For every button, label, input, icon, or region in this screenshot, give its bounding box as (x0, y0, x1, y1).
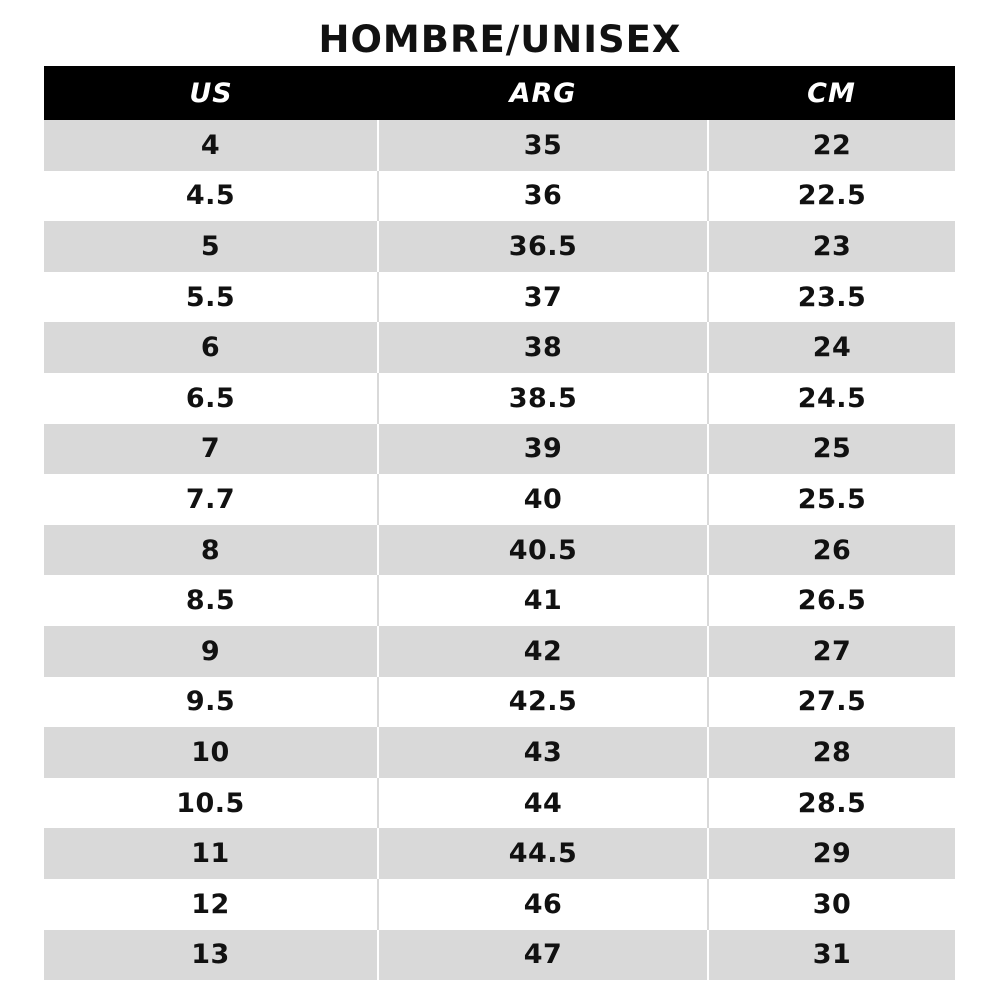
cell-arg: 46 (378, 879, 708, 930)
column-header-us: US (44, 66, 378, 120)
table-row (44, 322, 955, 373)
cell-arg: 47 (378, 930, 708, 981)
cell-us: 6 (44, 322, 378, 373)
table-row (44, 171, 955, 222)
cell-us: 4.5 (44, 171, 378, 222)
cell-us: 10.5 (44, 778, 378, 829)
cell-us: 5.5 (44, 272, 378, 323)
cell-cm: 25 (708, 424, 955, 475)
cell-us: 12 (44, 879, 378, 930)
cell-cm: 29 (708, 828, 955, 879)
cell-cm: 25.5 (708, 474, 955, 525)
cell-arg: 36 (378, 171, 708, 222)
cell-us: 9.5 (44, 677, 378, 728)
table-row (44, 828, 955, 879)
table-row (44, 626, 955, 677)
table-row (44, 778, 955, 829)
table-row (44, 879, 955, 930)
cell-cm: 26 (708, 525, 955, 576)
table-row (44, 221, 955, 272)
cell-us: 8.5 (44, 575, 378, 626)
size-conversion-table (44, 66, 955, 980)
cell-arg: 38 (378, 322, 708, 373)
table-row (44, 575, 955, 626)
cell-cm: 30 (708, 879, 955, 930)
cell-us: 8 (44, 525, 378, 576)
cell-us: 11 (44, 828, 378, 879)
table-row (44, 525, 955, 576)
table-row (44, 424, 955, 475)
cell-us: 6.5 (44, 373, 378, 424)
table-row (44, 930, 955, 981)
table-row (44, 272, 955, 323)
table-row (44, 727, 955, 778)
cell-arg: 42 (378, 626, 708, 677)
table-row (44, 677, 955, 728)
cell-arg: 38.5 (378, 373, 708, 424)
cell-us: 7.7 (44, 474, 378, 525)
cell-arg: 39 (378, 424, 708, 475)
cell-arg: 37 (378, 272, 708, 323)
cell-cm: 28 (708, 727, 955, 778)
cell-arg: 36.5 (378, 221, 708, 272)
cell-arg: 42.5 (378, 677, 708, 728)
cell-us: 9 (44, 626, 378, 677)
cell-cm: 23 (708, 221, 955, 272)
table-header-row (44, 66, 955, 120)
cell-us: 13 (44, 930, 378, 981)
cell-arg: 40 (378, 474, 708, 525)
cell-cm: 28.5 (708, 778, 955, 829)
cell-cm: 27 (708, 626, 955, 677)
cell-cm: 22 (708, 120, 955, 171)
cell-us: 4 (44, 120, 378, 171)
cell-arg: 44 (378, 778, 708, 829)
table-row (44, 373, 955, 424)
cell-us: 10 (44, 727, 378, 778)
cell-us: 5 (44, 221, 378, 272)
cell-cm: 27.5 (708, 677, 955, 728)
cell-arg: 44.5 (378, 828, 708, 879)
cell-cm: 24.5 (708, 373, 955, 424)
cell-cm: 23.5 (708, 272, 955, 323)
cell-arg: 43 (378, 727, 708, 778)
cell-arg: 35 (378, 120, 708, 171)
cell-cm: 26.5 (708, 575, 955, 626)
chart-title: HOMBRE/UNISEX (318, 18, 682, 61)
column-header-arg: ARG (378, 66, 708, 120)
cell-arg: 40.5 (378, 525, 708, 576)
column-header-cm: CM (708, 66, 955, 120)
cell-cm: 31 (708, 930, 955, 981)
table-row (44, 474, 955, 525)
table-row (44, 120, 955, 171)
cell-cm: 22.5 (708, 171, 955, 222)
cell-cm: 24 (708, 322, 955, 373)
cell-arg: 41 (378, 575, 708, 626)
cell-us: 7 (44, 424, 378, 475)
